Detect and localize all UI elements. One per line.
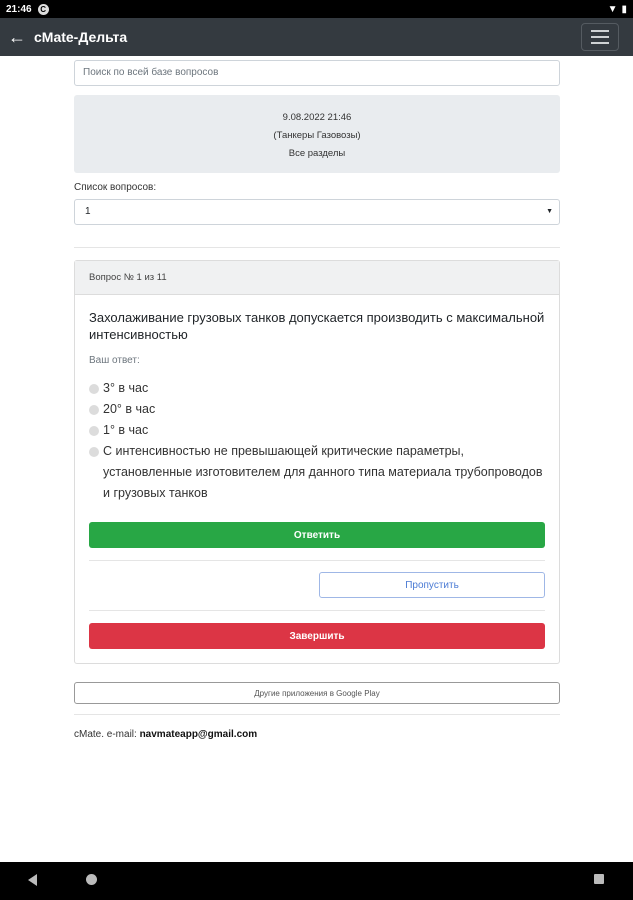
radio-button[interactable] bbox=[89, 426, 99, 436]
skip-row bbox=[89, 572, 545, 598]
nav-home-icon[interactable] bbox=[86, 874, 97, 885]
search-input[interactable]: Поиск по всей базе вопросов bbox=[74, 60, 560, 86]
test-sections: Все разделы bbox=[288, 148, 346, 159]
question-counter: Вопрос № 1 из 11 bbox=[75, 261, 559, 295]
answer-option-label: 1° в час bbox=[103, 423, 149, 437]
test-category: (Танкеры Газовозы) bbox=[273, 130, 361, 141]
nav-recents-icon[interactable] bbox=[594, 874, 604, 884]
google-play-button[interactable]: Другие приложения в Google Play bbox=[74, 682, 560, 704]
divider bbox=[74, 714, 560, 715]
wifi-icon: ▼ bbox=[607, 3, 618, 15]
main-content bbox=[74, 56, 560, 740]
answer-option[interactable] bbox=[89, 378, 545, 399]
footer bbox=[74, 729, 560, 740]
test-info-box bbox=[74, 95, 560, 173]
answer-option-label: 20° в час bbox=[103, 402, 156, 416]
hamburger-menu-icon[interactable] bbox=[581, 23, 619, 51]
answer-button[interactable]: Ответить bbox=[89, 522, 545, 548]
divider bbox=[89, 560, 545, 561]
divider bbox=[74, 247, 560, 248]
dropdown-caret-icon: ▼ bbox=[546, 208, 553, 215]
answer-options bbox=[89, 378, 545, 504]
app-title: cMate-Дельта bbox=[34, 29, 128, 45]
footer-email[interactable]: navmateapp@gmail.com bbox=[139, 729, 258, 740]
answer-option[interactable] bbox=[89, 441, 545, 504]
test-date: 9.08.2022 21:46 bbox=[282, 112, 352, 123]
radio-button[interactable] bbox=[89, 405, 99, 415]
status-icons bbox=[608, 4, 627, 15]
radio-button[interactable] bbox=[89, 447, 99, 457]
app-bar bbox=[0, 18, 633, 56]
question-list-value: 1 bbox=[85, 206, 91, 217]
question-text: Захолаживание грузовых танков допускается производить с максимальной интенсивностью bbox=[89, 310, 545, 342]
status-time: 21:46 bbox=[6, 3, 32, 15]
question-list-label: Список вопросов: bbox=[74, 182, 157, 193]
answer-option[interactable] bbox=[89, 399, 545, 420]
divider bbox=[89, 610, 545, 611]
notification-icon: C bbox=[38, 4, 49, 15]
back-arrow-icon[interactable]: ← bbox=[8, 26, 26, 47]
question-card-body bbox=[75, 295, 559, 663]
answer-option-label: 3° в час bbox=[103, 381, 149, 395]
answer-option-label: С интенсивностью не превышающей критические параметры, установленные изготовителем для данного типа материала трубопроводов и грузовых танков bbox=[103, 444, 543, 500]
finish-button[interactable]: Завершить bbox=[89, 623, 545, 649]
your-answer-label: Ваш ответ: bbox=[89, 355, 140, 366]
skip-button[interactable]: Пропустить bbox=[319, 572, 545, 598]
battery-icon: ▮ bbox=[621, 3, 627, 15]
question-card bbox=[74, 260, 560, 664]
status-bar bbox=[0, 0, 633, 18]
question-list-select[interactable] bbox=[74, 199, 560, 225]
system-nav-bar bbox=[0, 862, 633, 900]
footer-prefix: cMate. e-mail: bbox=[74, 729, 140, 740]
radio-button[interactable] bbox=[89, 384, 99, 394]
answer-option[interactable] bbox=[89, 420, 545, 441]
nav-back-icon[interactable] bbox=[28, 874, 37, 886]
